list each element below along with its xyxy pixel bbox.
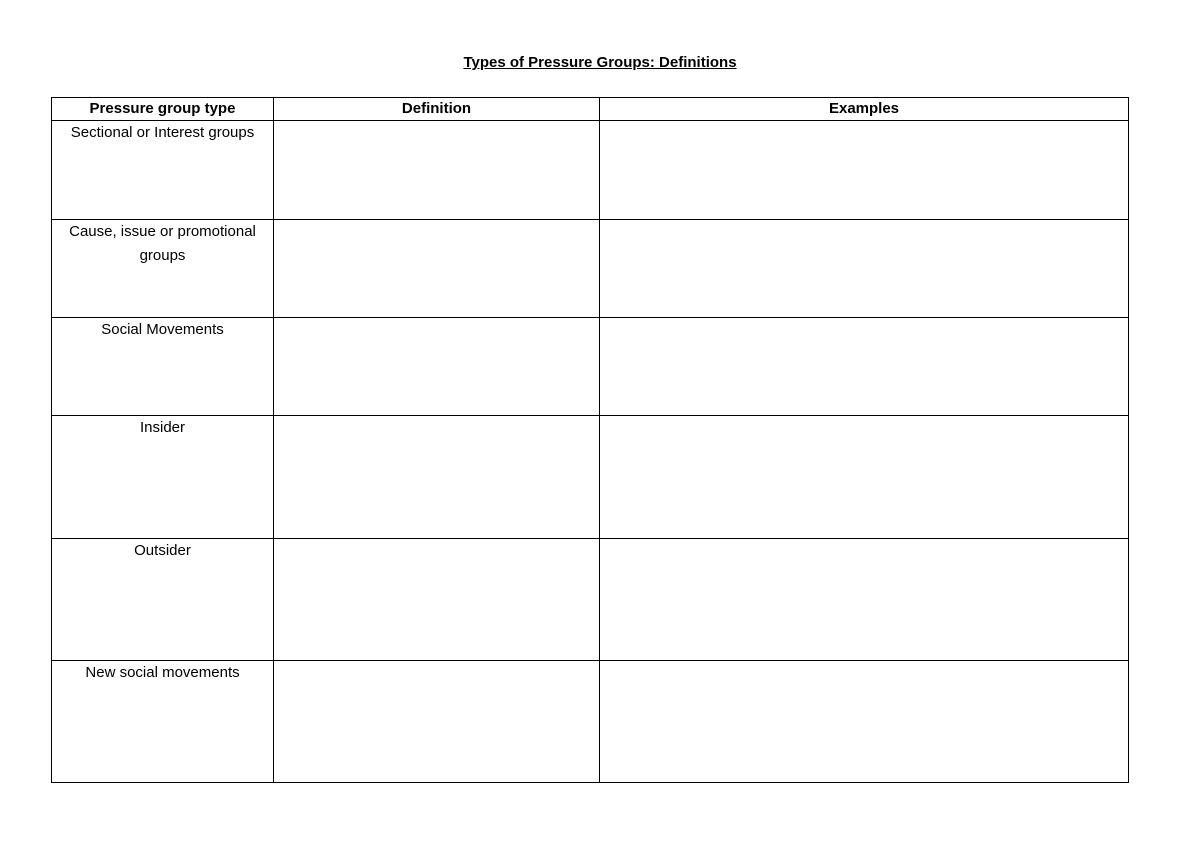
definition-cell[interactable]	[274, 318, 600, 416]
examples-cell[interactable]	[600, 121, 1129, 220]
row-type-label: Cause, issue or promotional groups	[52, 220, 274, 318]
row-type-label: Outsider	[52, 539, 274, 661]
examples-cell[interactable]	[600, 539, 1129, 661]
header-row	[52, 98, 1129, 121]
table-row	[52, 539, 1129, 661]
header-examples: Examples	[600, 98, 1129, 121]
table-row	[52, 220, 1129, 318]
table-row	[52, 661, 1129, 783]
table-row	[52, 121, 1129, 220]
definition-cell[interactable]	[274, 121, 600, 220]
row-type-label: Social Movements	[52, 318, 274, 416]
definition-cell[interactable]	[274, 661, 600, 783]
row-type-label: Insider	[52, 416, 274, 539]
row-type-label: New social movements	[52, 661, 274, 783]
definition-cell[interactable]	[274, 220, 600, 318]
row-type-label: Sectional or Interest groups	[52, 121, 274, 220]
definition-cell[interactable]	[274, 416, 600, 539]
definitions-table	[51, 97, 1129, 783]
definition-cell[interactable]	[274, 539, 600, 661]
examples-cell[interactable]	[600, 318, 1129, 416]
examples-cell[interactable]	[600, 661, 1129, 783]
table-row	[52, 416, 1129, 539]
table-row	[52, 318, 1129, 416]
header-pressure-group-type: Pressure group type	[52, 98, 274, 121]
examples-cell[interactable]	[600, 220, 1129, 318]
examples-cell[interactable]	[600, 416, 1129, 539]
page-title: Types of Pressure Groups: Definitions	[463, 54, 737, 71]
header-definition: Definition	[274, 98, 600, 121]
